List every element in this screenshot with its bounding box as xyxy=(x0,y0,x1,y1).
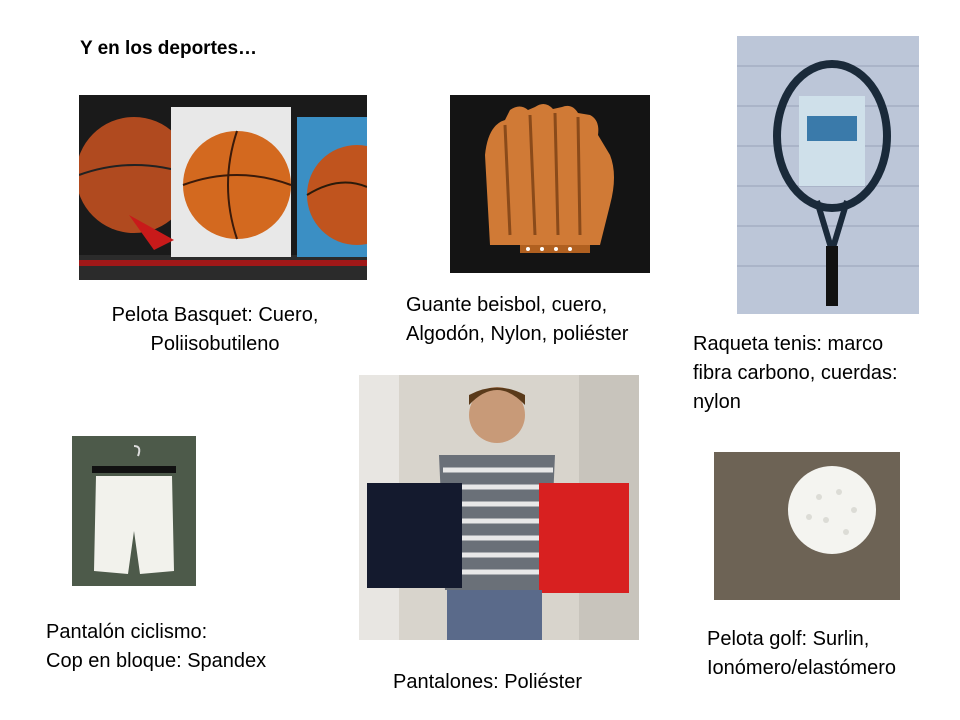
pants-photo xyxy=(359,375,639,640)
caption-line: Ionómero/elastómero xyxy=(707,657,896,679)
slide-title: Y en los deportes… xyxy=(80,38,258,59)
caption-line: Pelota Basquet: Cuero, xyxy=(111,304,319,326)
caption-line: Pantalón ciclismo: xyxy=(46,621,208,643)
caption-golf-ball xyxy=(707,625,947,683)
caption-line: Poliisobutileno xyxy=(150,333,280,355)
caption-line: Pantalones: Poliéster xyxy=(393,671,583,693)
caption-baseball-glove xyxy=(406,291,686,349)
caption-line: Raqueta tenis: marco xyxy=(693,333,884,355)
cycling-shorts-photo xyxy=(72,436,196,586)
caption-line: Guante beisbol, cuero, xyxy=(406,294,608,316)
caption-line: Cop en bloque: Spandex xyxy=(46,650,267,672)
caption-line: Algodón, Nylon, poliéster xyxy=(406,323,629,345)
caption-basketball xyxy=(80,301,350,359)
golf-ball-photo xyxy=(714,452,900,600)
baseball-glove-photo xyxy=(450,95,650,273)
caption-tennis-racket xyxy=(693,330,953,417)
tennis-racket-photo xyxy=(737,36,919,314)
basketball-photo xyxy=(79,95,367,280)
caption-line: fibra carbono, cuerdas: xyxy=(693,362,898,384)
caption-pants xyxy=(393,668,653,697)
caption-line: Pelota golf: Surlin, xyxy=(707,628,870,650)
caption-cycling-shorts xyxy=(46,618,326,676)
caption-line: nylon xyxy=(693,391,741,413)
